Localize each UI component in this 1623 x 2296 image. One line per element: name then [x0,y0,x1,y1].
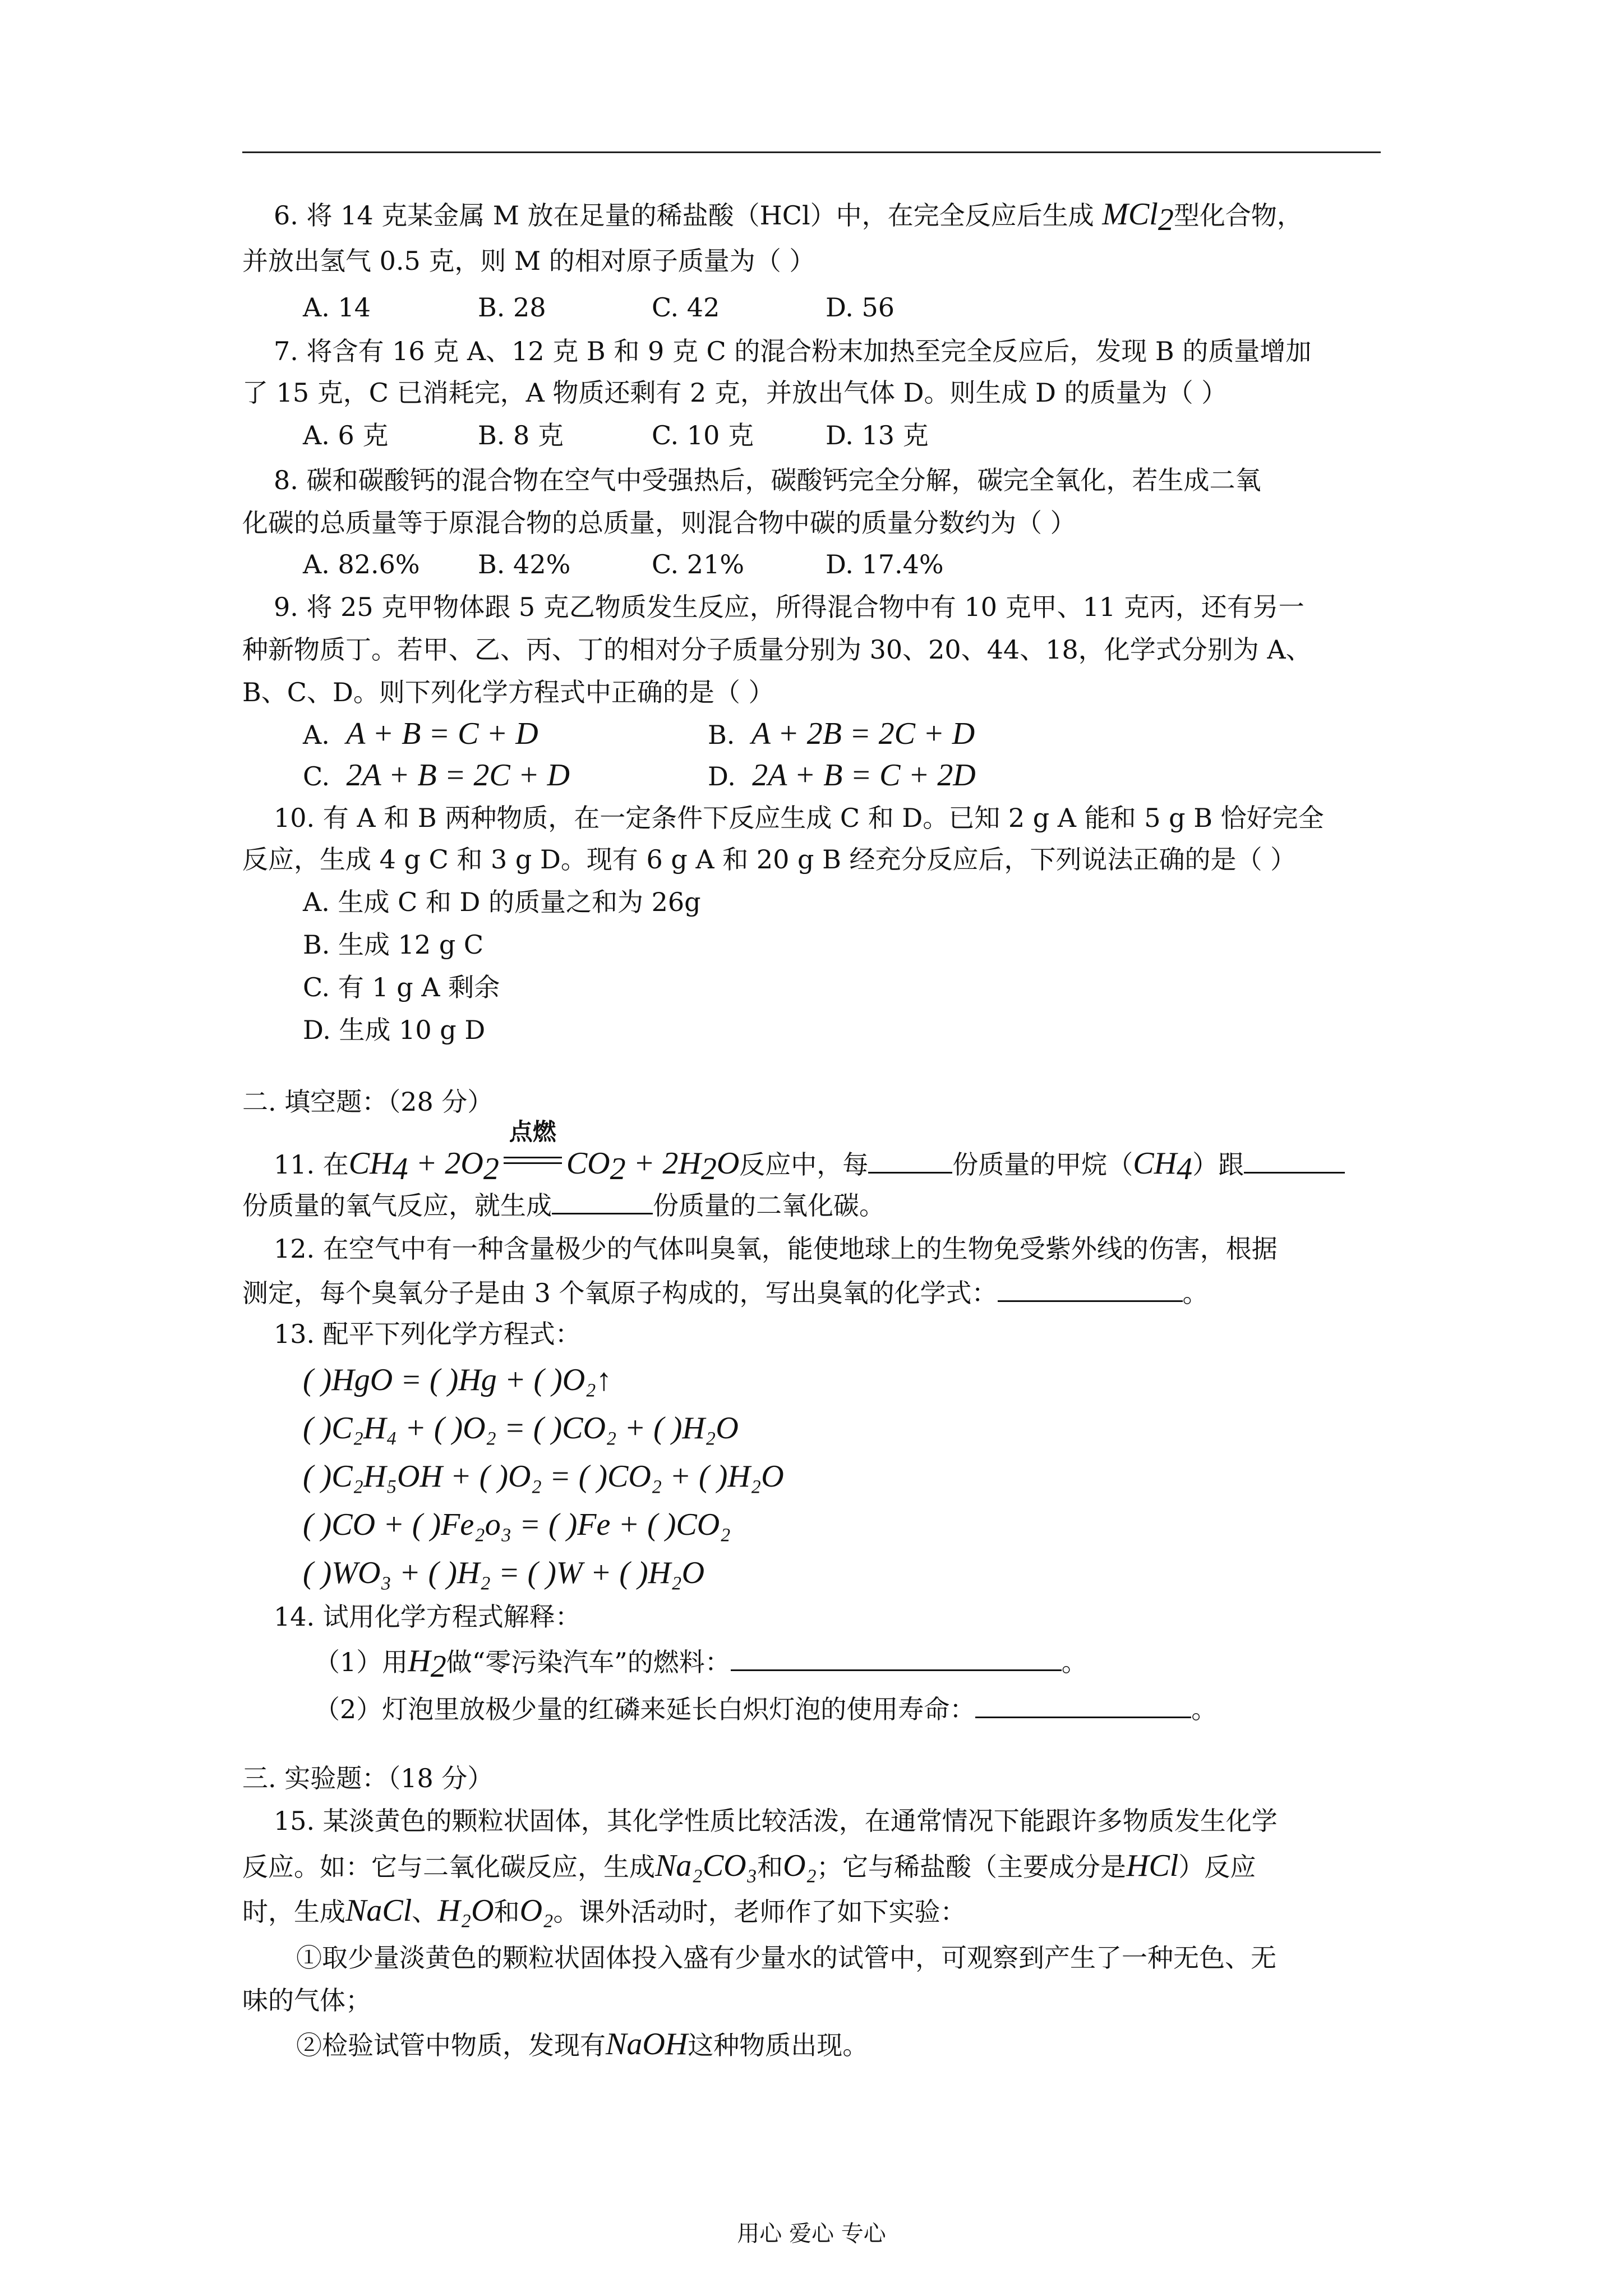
q6-line1: 6. 将 14 克某金属 M 放在足量的稀盐酸（HCl）中，在完全反应后生成 MCl$_2$型化合物， [274,197,1303,238]
q11-blank-3[interactable] [552,1187,653,1214]
q9-option-b: B. A + 2B = 2C + D [708,716,975,751]
q15-line2: 反应。如：它与二氧化碳反应，生成Na₂CO₃和O₂；它与稀盐酸（主要成分是HCl）反应 [242,1848,1256,1883]
q7-option-d: D. 13 克 [826,420,929,450]
q8-option-a: A. 82.6% [303,549,420,579]
q13-equation-2: ( )C₂H₄ + ( )O₂ = ( )CO₂ + ( )H₂O [303,1411,739,1446]
q15-step-2: ②检验试管中物质，发现有NaOH这种物质出现。 [296,2027,869,2062]
q12-blank[interactable] [998,1274,1183,1302]
q10-line1: 10. 有 A 和 B 两种物质，在一定条件下反应生成 C 和 D。已知 2 g A 能和 5 g B 恰好完全 [274,803,1324,833]
page-footer: 用心 爱心 专心 [737,2221,886,2247]
q9-option-a: A. A + B = C + D [303,716,538,751]
q11-blank-2[interactable] [1244,1146,1345,1174]
q11-blank-1[interactable] [868,1146,952,1174]
q10-option-b: B. 生成 12 g C [303,930,484,960]
q11-line1: 11. 在$CH_4 + 2O_2$ 点燃 $CO_2 + 2H_2O$反应中，每 份质量的甲烷$(CH_4)$跟 [274,1140,1345,1186]
q8-line1: 8. 碳和碳酸钙的混合物在空气中受强热后，碳酸钙完全分解，碳完全氧化，若生成二氧 [274,465,1261,495]
q8-option-d: D. 17.4% [826,549,944,579]
q6-option-c: C. 42 [652,292,720,323]
q9-option-d: D. 2A + B = C + 2D [708,758,976,793]
q8-option-c: C. 21% [652,549,745,579]
q13-equation-5: ( )WO₃ + ( )H₂ = ( )W + ( )H₂O [303,1556,705,1590]
section-2-heading: 二. 填空题：（28 分） [242,1087,494,1117]
section-3-heading: 三. 实验题：（18 分） [242,1763,494,1793]
q6-option-d: D. 56 [826,292,895,323]
q13-equation-1: ( )HgO = ( )Hg + ( )O₂↑ [303,1363,612,1397]
q7-option-c: C. 10 克 [652,420,754,450]
q7-option-b: B. 8 克 [478,420,564,450]
q14-blank-1[interactable] [731,1644,1062,1671]
q14-blank-2[interactable] [975,1691,1191,1718]
q9-line2: 种新物质丁。若甲、乙、丙、丁的相对分子质量分别为 30、20、44、18，化学式分别为 A、 [242,634,1312,665]
q15-line3: 时，生成NaCl、H₂O和O₂。课外活动时，老师作了如下实验： [242,1893,966,1928]
q10-line2: 反应，生成 4 g C 和 3 g D。现有 6 g A 和 20 g B 经充分反应后，下列说法正确的是（ ） [242,844,1297,875]
q6-option-b: B. 28 [478,292,546,323]
q9-line1: 9. 将 25 克甲物体跟 5 克乙物质发生反应，所得混合物中有 10 克甲、11 克丙，还有另一 [274,592,1304,622]
q12-line1: 12. 在空气中有一种含量极少的气体叫臭氧，能使地球上的生物免受紫外线的伤害，根据 [274,1234,1278,1264]
q14-item-2: （2）灯泡里放极少量的红磷来延长白炽灯泡的使用寿命： 。 [314,1691,1217,1726]
q10-option-c: C. 有 1 g A 剩余 [303,972,500,1002]
q6-option-a: A. 14 [303,292,371,323]
q15-step-1-cont: 味的气体； [242,1985,371,2016]
q7-line1: 7. 将含有 16 克 A、12 克 B 和 9 克 C 的混合粉末加热至完全反应后，发现 B 的质量增加 [274,336,1312,366]
q9-option-c: C. 2A + B = 2C + D [303,758,570,793]
header-rule [242,151,1381,153]
q10-option-d: D. 生成 10 g D [303,1015,486,1045]
q7-option-a: A. 6 克 [303,420,389,450]
q13-equation-4: ( )CO + ( )Fe₂o₃ = ( )Fe + ( )CO₂ [303,1507,731,1542]
reaction-condition: 点燃 [499,1140,566,1174]
q6-line2: 并放出氢气 0.5 克，则 M 的相对原子质量为（ ） [242,246,815,276]
q14-title: 14. 试用化学方程式解释： [274,1602,581,1632]
q13-title: 13. 配平下列化学方程式： [274,1319,581,1349]
q13-equation-3: ( )C₂H₅OH + ( )O₂ = ( )CO₂ + ( )H₂O [303,1459,784,1494]
q8-option-b: B. 42% [478,549,571,579]
q12-line2: 测定，每个臭氧分子是由 3 个氧原子构成的，写出臭氧的化学式： 。 [242,1274,1209,1310]
q9-line3: B、C、D。则下列化学方程式中正确的是（ ） [242,677,774,707]
q15-line1: 15. 某淡黄色的颗粒状固体，其化学性质比较活泼，在通常情况下能跟许多物质发生化学 [274,1806,1278,1836]
q15-step-1: ①取少量淡黄色的颗粒状固体投入盛有少量水的试管中，可观察到产生了一种无色、无 [296,1943,1276,1973]
q11-line2: 份质量的氧气反应，就生成 份质量的二氧化碳。 [242,1187,885,1222]
q7-line2: 了 15 克，C 已消耗完，A 物质还剩有 2 克，并放出气体 D。则生成 D 的质量为（ ） [242,378,1228,408]
q8-line2: 化碳的总质量等于原混合物的总质量，则混合物中碳的质量分数约为（ ） [242,508,1076,538]
q14-item-1: （1）用$H_2$做“零污染汽车”的燃料： 。 [314,1644,1087,1685]
q10-option-a: A. 生成 C 和 D 的质量之和为 26g [303,887,701,917]
